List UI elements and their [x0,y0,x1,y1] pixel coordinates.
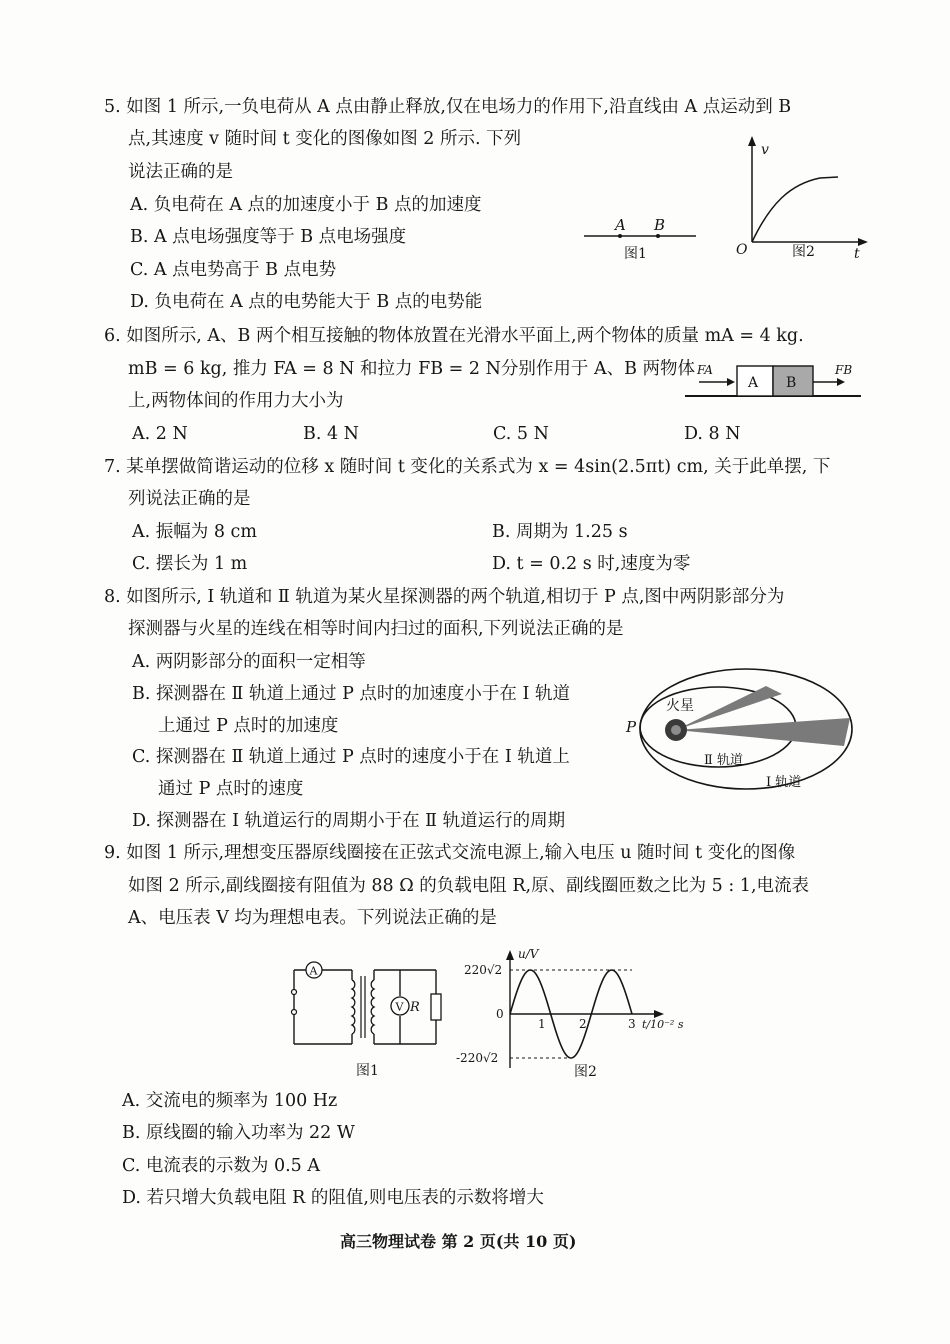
q8-stem-line2: 探测器与火星的连线在相等时间内扫过的面积,下列说法正确的是 [128,619,624,639]
orbit-1-label: Ⅰ 轨道 [766,775,802,790]
force-a-label: FA [697,363,713,377]
q9-circuit-figure [280,958,450,1088]
x-tick-2: 2 [579,1017,587,1031]
q9-fig2-caption: 图2 [574,1064,597,1080]
t-axis-label: t [854,246,860,262]
q8-orbit-figure [618,664,868,814]
primary-coil [352,980,355,1034]
q9-option-d: D. 若只增大负载电阻 R 的阻值,则电压表的示数将增大 [122,1188,544,1208]
y-zero-label: 0 [496,1007,504,1021]
q7-option-d: D. t = 0.2 s 时,速度为零 [492,554,691,574]
t-axis-arrow [858,238,868,246]
q8-option-a: A. 两阴影部分的面积一定相等 [132,652,366,672]
q5-option-c: C. A 点电势高于 B 点电势 [130,260,337,280]
q8-option-b-cont: 上通过 P 点时的加速度 [158,716,339,736]
q6-option-d: D. 8 N [684,424,741,444]
q7-stem-line1: 7. 某单摆做简谐运动的位移 x 随时间 t 变化的关系式为 x = 4sin(2.5πt) cm, 关于此单摆, 下 [104,457,831,477]
q9-stem-line1: 9. 如图 1 所示,理想变压器原线圈接在正弦式交流电源上,输入电压 u 随时间 t 变化的图像 [104,843,796,863]
q9-option-a: A. 交流电的频率为 100 Hz [122,1091,338,1111]
source-terminal-bottom [292,1010,297,1015]
p-point-label: P [626,718,637,736]
q5-stem-line2: 点,其速度 v 随时间 t 变化的图像如图 2 所示. 下列 [128,129,522,149]
u-axis-label: u/V [518,947,539,961]
load-resistor [431,994,441,1020]
t-axis-label: t/10⁻² s [642,1018,684,1031]
q6-figure [685,356,865,406]
q9-stem-line2: 如图 2 所示,副线圈接有阻值为 88 Ω 的负载电阻 R,原、副线圈匝数之比为 5 : 1,电流表 [128,876,810,896]
voltmeter-label: V [395,1000,404,1014]
q5-option-a: A. 负电荷在 A 点的加速度小于 B 点的加速度 [130,195,482,215]
q5-stem-line3: 说法正确的是 [128,162,233,182]
x-tick-3: 3 [628,1017,636,1031]
y-max-label: 220√2 [464,963,503,977]
q5-figure2 [730,132,870,262]
origin-label: O [736,242,748,258]
mars-label: 火星 [666,698,694,714]
source-terminal-top [292,990,297,995]
q6-option-a: A. 2 N [132,424,188,444]
q8-stem-line1: 8. 如图所示, Ⅰ 轨道和 Ⅱ 轨道为某火星探测器的两个轨道,相切于 P 点,图中两阴影部分为 [104,587,785,607]
q7-option-c: C. 摆长为 1 m [132,554,248,574]
q8-option-b: B. 探测器在 Ⅱ 轨道上通过 P 点时的加速度小于在 Ⅰ 轨道 [132,684,570,704]
q9-fig1-caption: 图1 [356,1063,379,1079]
q7-option-b: B. 周期为 1.25 s [492,522,628,542]
q9-stem-line3: A、电压表 V 均为理想电表。下列说法正确的是 [128,908,497,928]
q8-option-c-cont: 通过 P 点时的速度 [158,779,304,799]
force-b-label: FB [835,363,853,377]
q6-option-c: C. 5 N [493,424,549,444]
page-footer: 高三物理试卷 第 2 页(共 10 页) [340,1232,577,1251]
point-b-dot [656,234,660,238]
q6-stem-line1: 6. 如图所示, A、B 两个相互接触的物体放置在光滑水平面上,两个物体的质量 mA = 4 kg. [104,326,804,346]
resistor-label: R [410,1000,420,1015]
block-b-label: B [786,375,797,391]
q7-option-a: A. 振幅为 8 cm [132,522,257,542]
q9-voltage-chart [448,944,684,1086]
q9-option-b: B. 原线圈的输入功率为 22 W [122,1123,355,1143]
x-tick-1: 1 [538,1017,546,1031]
point-a-dot [618,234,622,238]
q6-stem-line2: mB = 6 kg, 推力 FA = 8 N 和拉力 FB = 2 N分别作用于 A、B 两物体 [128,359,696,379]
q7-stem-line2: 列说法正确的是 [128,489,251,509]
q5-stem-line1: 5. 如图 1 所示,一负电荷从 A 点由静止释放,仅在电场力的作用下,沿直线由 A 点运动到 B [104,97,792,117]
v-axis-label: v [761,142,769,158]
secondary-coil [371,980,374,1034]
ammeter-label: A [309,964,318,978]
q8-option-c: C. 探测器在 Ⅱ 轨道上通过 P 点时的速度小于在 Ⅰ 轨道上 [132,747,570,767]
point-a-label: A [615,216,626,234]
q5-figure1 [580,210,700,270]
q5-option-d: D. 负电荷在 A 点的电势能大于 B 点的电势能 [130,292,483,312]
q6-option-b: B. 4 N [303,424,359,444]
v-axis-arrow [748,136,756,146]
velocity-curve [752,177,838,242]
swept-area-2 [676,718,850,746]
block-a-label: A [748,375,759,391]
q9-option-c: C. 电流表的示数为 0.5 A [122,1156,320,1176]
q8-option-d: D. 探测器在 Ⅰ 轨道运行的周期小于在 Ⅱ 轨道运行的周期 [132,811,566,831]
q6-stem-line3: 上,两物体间的作用力大小为 [128,391,344,411]
q5-fig2-caption: 图2 [792,244,815,260]
q5-fig1-caption: 图1 [624,246,647,262]
y-min-label: -220√2 [456,1051,499,1065]
orbit-2-label: Ⅱ 轨道 [704,753,743,768]
point-b-label: B [654,216,666,234]
q5-option-b: B. A 点电场强度等于 B 点电场强度 [130,227,407,247]
